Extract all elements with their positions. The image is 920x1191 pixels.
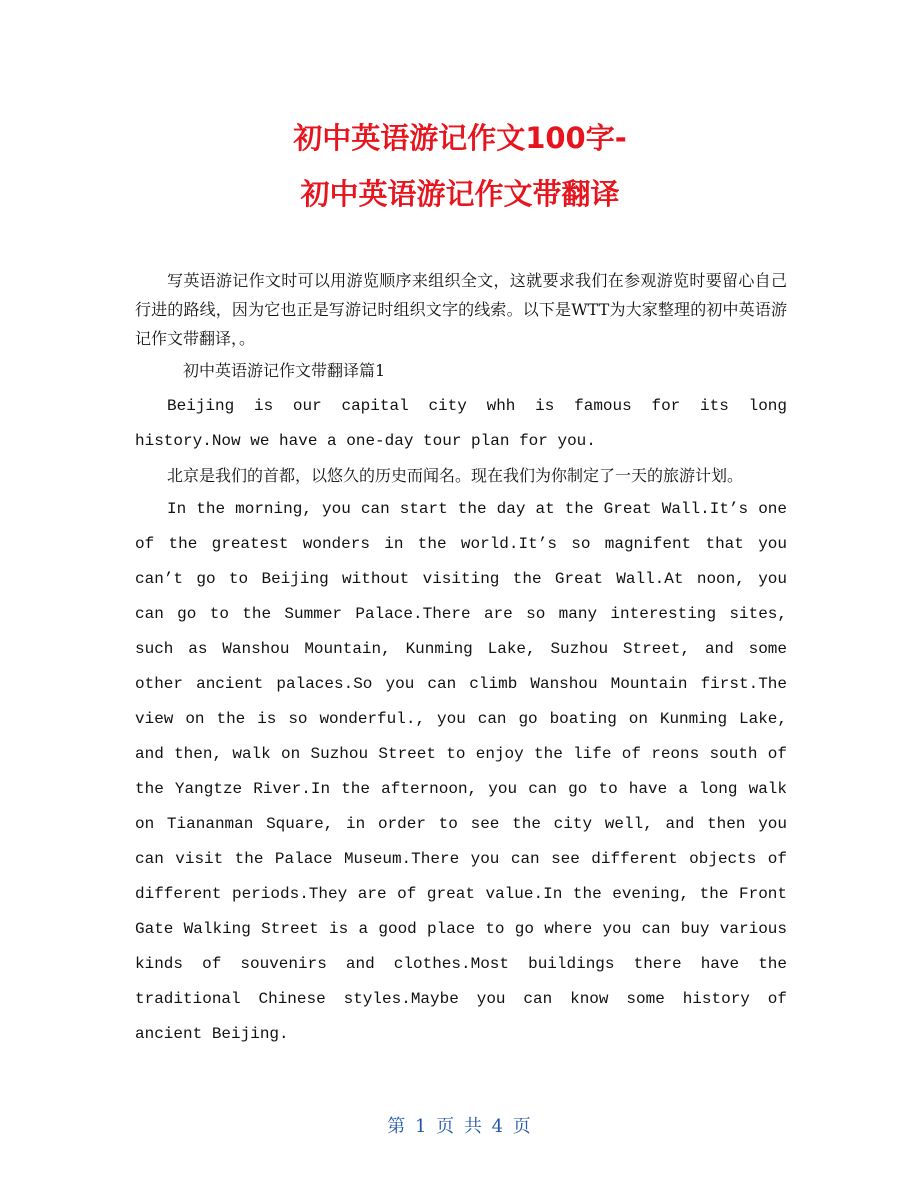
document-body	[135, 266, 787, 1052]
document-title-line-1: 初中英语游记作文100字-	[293, 121, 627, 155]
section-heading: 初中英语游记作文带翻译篇1	[183, 361, 386, 380]
english-paragraph-1: Beijing is our capital city whh is famous for its long history.Now we have a one-day tour plan for you.	[135, 397, 787, 450]
english-paragraph-2: In the morning, you can start the day at the Great Wall.It’s one of the greatest wonders in the world.It’s so magnifent that you can’t go to Beijing without visiting the Great Wall.At noon, you can go to the Summer Palace.There are so many interesting sites, such as Wanshou Mountain, Kunming Lake, Suzhou Street, and some other ancient palaces.So you can climb Wanshou Mountain first.The view on the is so wonderful., you can go boating on Kunming Lake, and then, walk on Suzhou Street to enjoy the life of reons south of the Yangtze River.In the afternoon, you can go to have a long walk on Tiananman Square, in order to see the city well, and then you can visit the Palace Museum.There you can see different objects of different periods.They are of great value.In the evening, the Front Gate Walking Street is a good place to go where you can buy various kinds of souvenirs and clothes.Most buildings there have the traditional Chinese styles.Maybe you can know some history of ancient Beijing.	[135, 500, 787, 1043]
page-footer: 第 1 页 共 4 页	[387, 1116, 533, 1137]
document-title-line-2: 初中英语游记作文带翻译	[300, 177, 620, 211]
intro-paragraph: 写英语游记作文时可以用游览顺序来组织全文，这就要求我们在参观游览时要留心自己行进的路线，因为它也正是写游记时组织文字的线索。以下是WTT为大家整理的初中英语游记作文带翻译，。	[135, 271, 787, 348]
chinese-paragraph-1: 北京是我们的首都，以悠久的历史而闻名。现在我们为你制定了一天的旅游计划。	[167, 466, 744, 485]
